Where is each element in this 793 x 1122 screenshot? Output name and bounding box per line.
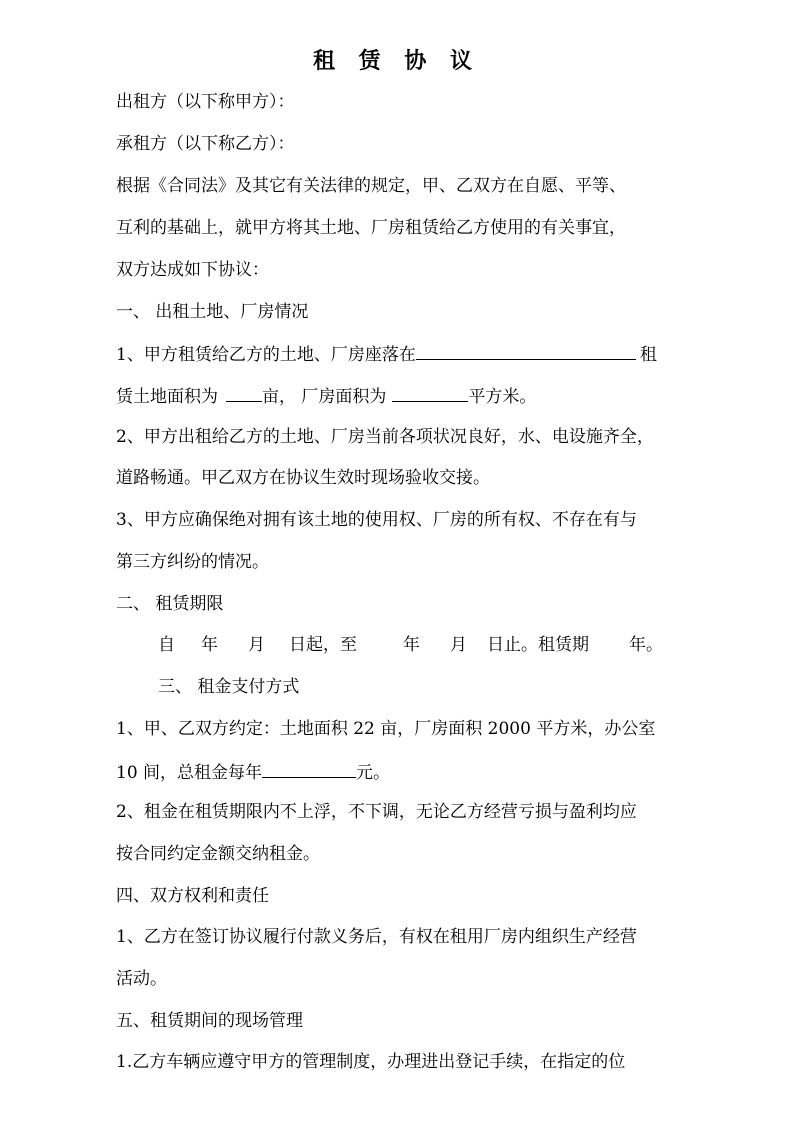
preamble-line-3: 双方达成如下协议： — [116, 260, 269, 280]
clause-1-1-line-2 — [116, 383, 536, 409]
preamble-line-1: 根据《合同法》及其它有关法律的规定，甲、乙双方在自愿、平等、 — [116, 176, 626, 196]
term-text: 日起，至 — [289, 635, 357, 655]
clause-1-3-line-2: 第三方纠纷的情况。 — [116, 552, 269, 572]
annual-rent-blank[interactable] — [262, 759, 356, 778]
lessor-line: 出租方（以下称甲方）： — [116, 92, 295, 112]
clause-text: 亩， 厂房面积为 — [262, 387, 387, 407]
clause-1-2-line-1: 2、甲方出租给乙方的土地、厂房当前各项状况良好，水、电设施齐全， — [116, 427, 654, 447]
factory-area-blank[interactable] — [392, 383, 468, 402]
section-4-heading: 四、双方权利和责任 — [116, 886, 269, 906]
term-text: 年 — [201, 635, 218, 655]
section-1-heading: 一、 出租土地、厂房情况 — [116, 302, 309, 322]
clause-4-1-line-1: 1、乙方在签订协议履行付款义务后，有权在租用厂房内组织生产经营 — [116, 927, 637, 947]
term-text: 日止。租赁期 — [487, 635, 589, 655]
clause-text: 赁土地面积为 — [116, 387, 218, 407]
clause-text: 元。 — [356, 763, 391, 783]
location-blank[interactable] — [416, 341, 636, 360]
clause-text: 租 — [639, 345, 657, 365]
clause-text: 1、甲方租赁给乙方的土地、厂房座落在 — [116, 345, 416, 365]
term-text: 自 — [158, 635, 175, 655]
land-area-blank[interactable] — [226, 383, 262, 402]
clause-1-1-line-1 — [116, 341, 657, 367]
clause-text: 10 间，总租金每年 — [116, 763, 263, 783]
term-text: 年 — [403, 635, 420, 655]
term-text: 月 — [450, 635, 467, 655]
clause-3-2-line-1: 2、租金在租赁期限内不上浮，不下调，无论乙方经营亏损与盈利均应 — [116, 802, 637, 822]
term-text: 月 — [248, 635, 265, 655]
section-3-heading: 三、 租金支付方式 — [158, 677, 300, 697]
preamble-line-2: 互利的基础上，就甲方将其土地、厂房租赁给乙方使用的有关事宜， — [116, 218, 626, 238]
clause-3-1-line-1: 1、甲、乙双方约定：土地面积 22 亩，厂房面积 2000 平方米，办公室 — [116, 719, 656, 739]
lessee-line: 承租方（以下称乙方）： — [116, 134, 295, 154]
term-text: 年。 — [629, 635, 663, 655]
clause-5-1-line-1: 1.乙方车辆应遵守甲方的管理制度，办理进出登记手续，在指定的位 — [116, 1052, 626, 1072]
section-2-heading: 二、 租赁期限 — [116, 594, 224, 614]
clause-text: 平方米。 — [468, 387, 537, 407]
clause-1-2-line-2: 道路畅通。甲乙双方在协议生效时现场验收交接。 — [116, 468, 490, 488]
clause-1-3-line-1: 3、甲方应确保绝对拥有该土地的使用权、厂房的所有权、不存在有与 — [116, 510, 637, 530]
clause-3-2-line-2: 按合同约定金额交纳租金。 — [116, 844, 320, 864]
section-5-heading: 五、租赁期间的现场管理 — [116, 1011, 303, 1031]
lease-term-line — [158, 633, 663, 657]
clause-3-1-line-2 — [116, 759, 390, 785]
clause-4-1-line-2: 活动。 — [116, 969, 167, 989]
document-title: 租 赁 协 议 — [313, 49, 480, 74]
